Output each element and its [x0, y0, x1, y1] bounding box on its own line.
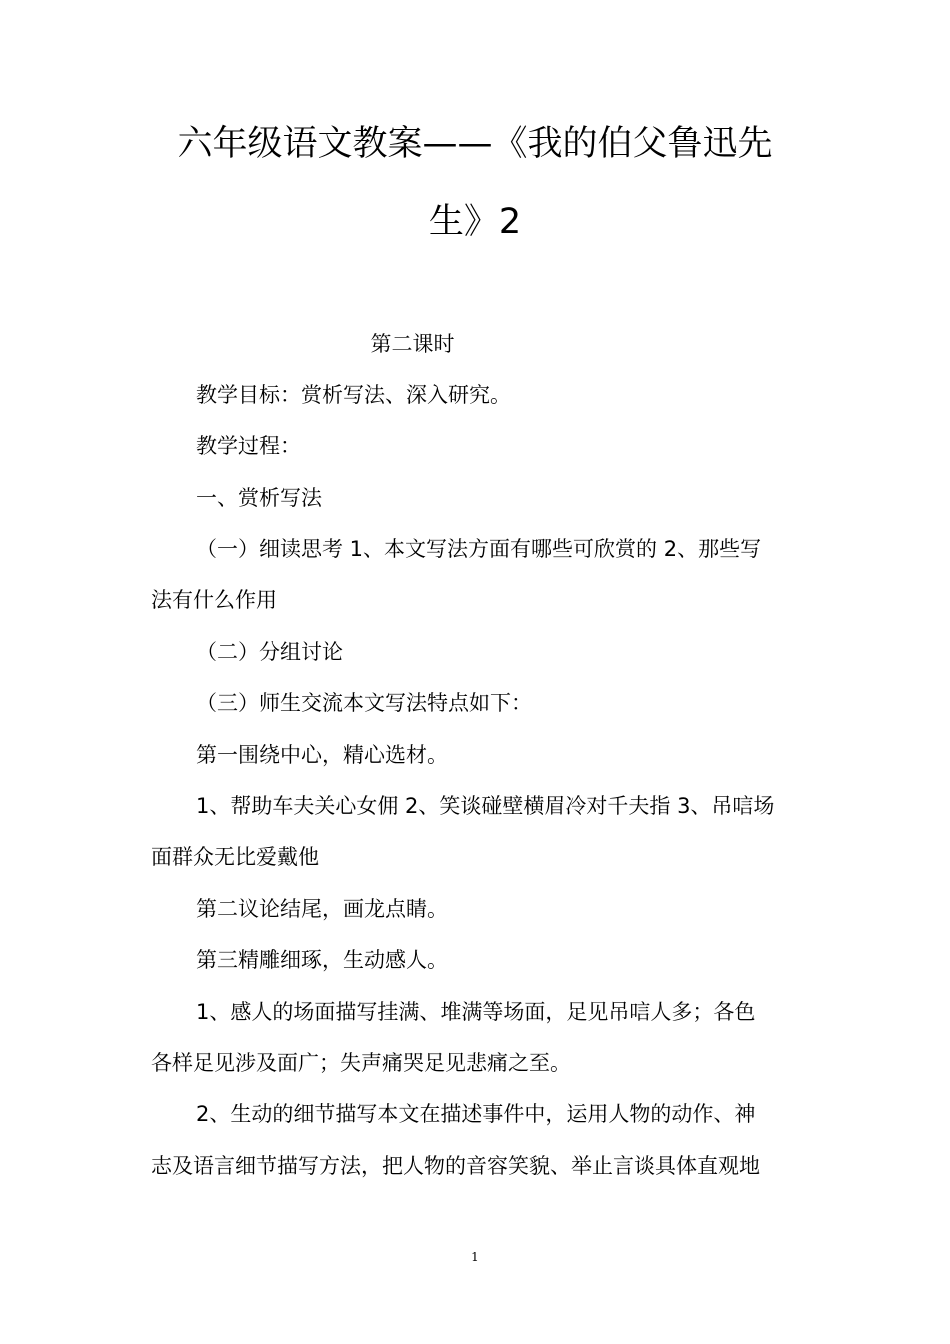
paragraph-step-one-cont: 法有什么作用 — [151, 588, 277, 612]
paragraph-point-three: 第三精雕细琢，生动感人。 — [196, 948, 448, 972]
paragraph-step-two: （二）分组讨论 — [196, 640, 343, 664]
paragraph-point-one: 第一围绕中心，精心选材。 — [196, 743, 448, 767]
title-line-1: 六年级语文教案——《我的伯父鲁迅先 — [177, 124, 773, 164]
paragraph-scene-description-cont: 各样足见涉及面广；失声痛哭足见悲痛之至。 — [151, 1051, 571, 1075]
paragraph-step-one: （一）细读思考 1、本文写法方面有哪些可欣赏的 2、那些写 — [196, 537, 762, 561]
paragraph-point-one-items: 1、帮助车夫关心女佣 2、笑谈碰壁横眉冷对千夫指 3、吊唁场 — [196, 794, 775, 818]
paragraph-point-one-items-cont: 面群众无比爱戴他 — [151, 845, 319, 869]
paragraph-teaching-goal: 教学目标：赏析写法、深入研究。 — [196, 383, 511, 407]
title-line-2: 生》2 — [428, 202, 522, 242]
paragraph-step-three: （三）师生交流本文写法特点如下： — [196, 691, 532, 715]
paragraph-point-two: 第二议论结尾，画龙点睛。 — [196, 897, 448, 921]
paragraph-teaching-process: 教学过程： — [196, 434, 301, 458]
paragraph-detail-description-cont: 志及语言细节描写方法，把人物的音容笑貌、举止言谈具体直观地 — [151, 1154, 760, 1178]
paragraph-detail-description: 2、生动的细节描写本文在描述事件中，运用人物的动作、神 — [196, 1102, 756, 1126]
page-number: 1 — [471, 1250, 479, 1264]
paragraph-scene-description: 1、感人的场面描写挂满、堆满等场面，足见吊唁人多；各色 — [196, 1000, 756, 1024]
lesson-subtitle: 第二课时 — [370, 332, 455, 356]
section-heading-appreciate: 一、赏析写法 — [196, 486, 322, 510]
